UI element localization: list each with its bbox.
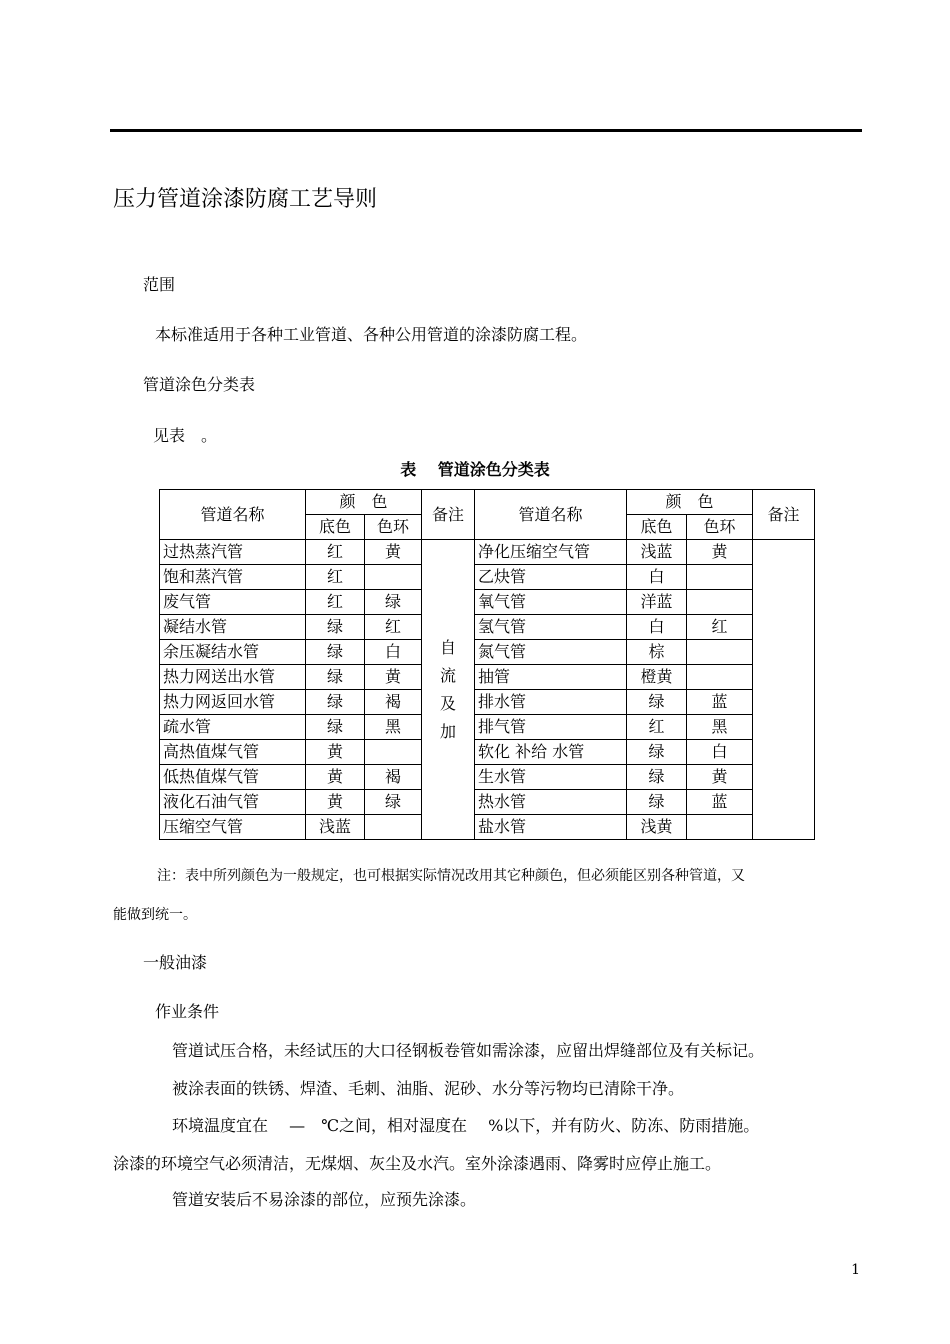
table-row	[160, 615, 815, 640]
ring-color-right	[687, 665, 753, 690]
header-ring-left: 色环	[365, 515, 422, 540]
remark-char: 及	[440, 693, 457, 713]
ring-color-left	[365, 740, 422, 765]
table-row	[160, 790, 815, 815]
pipe-name-left: 低热值煤气管	[160, 765, 306, 790]
section-heading-color-table: 管道涂色分类表	[143, 375, 256, 394]
base-color-left: 绿	[306, 665, 365, 690]
table-row	[160, 815, 815, 840]
header-remark-right: 备注	[753, 490, 815, 540]
pipe-name-right: 排气管	[475, 715, 627, 740]
pipe-name-left: 饱和蒸汽管	[160, 565, 306, 590]
pipe-name-right: 氢气管	[475, 615, 627, 640]
base-color-left: 红	[306, 590, 365, 615]
see-table-text: 见表 。	[153, 426, 218, 445]
pipe-color-table	[159, 489, 815, 840]
pipe-name-right: 生水管	[475, 765, 627, 790]
base-color-right: 绿	[627, 765, 687, 790]
pipe-name-left: 热力网返回水管	[160, 690, 306, 715]
pipe-name-left: 余压凝结水管	[160, 640, 306, 665]
header-base-right: 底色	[627, 515, 687, 540]
base-color-right: 红	[627, 715, 687, 740]
document-title: 压力管道涂漆防腐工艺导则	[113, 187, 378, 212]
base-color-left: 浅蓝	[306, 815, 365, 840]
base-color-left: 黄	[306, 740, 365, 765]
ring-color-left: 褐	[365, 765, 422, 790]
table-caption	[0, 457, 950, 480]
page-number: 1	[851, 1262, 860, 1278]
pipe-name-right: 抽管	[475, 665, 627, 690]
header-color-right: 颜 色	[627, 490, 753, 515]
table-header-row	[160, 490, 815, 515]
paragraph-3-line2: 涂漆的环境空气必须清洁，无煤烟、灰尘及水汽。室外涂漆遇雨、降雾时应停止施工。	[113, 1154, 722, 1173]
pipe-name-right: 氧气管	[475, 590, 627, 615]
remark-char: 自	[440, 637, 457, 657]
base-color-left: 绿	[306, 640, 365, 665]
table-note-line1: 注：表中所列颜色为一般规定，也可根据实际情况改用其它种颜色，但必须能区别各种管道，又	[157, 868, 745, 884]
ring-color-right	[687, 565, 753, 590]
ring-color-right: 红	[687, 615, 753, 640]
base-color-right: 白	[627, 615, 687, 640]
base-color-left: 绿	[306, 615, 365, 640]
header-color-left: 颜 色	[306, 490, 422, 515]
ring-color-left: 黑	[365, 715, 422, 740]
header-ring-right: 色环	[687, 515, 753, 540]
header-name-right: 管道名称	[475, 490, 627, 540]
ring-color-left: 黄	[365, 540, 422, 565]
paragraph-2: 被涂表面的铁锈、焊渣、毛刺、油脂、泥砂、水分等污物均已清除干净。	[172, 1079, 685, 1098]
ring-color-left: 黄	[365, 665, 422, 690]
table-row	[160, 565, 815, 590]
base-color-left: 绿	[306, 715, 365, 740]
base-color-right: 绿	[627, 690, 687, 715]
remark-right-merged	[753, 540, 815, 840]
pipe-name-right: 氮气管	[475, 640, 627, 665]
pipe-name-right: 软化 补给 水管	[475, 740, 627, 765]
base-color-right: 棕	[627, 640, 687, 665]
ring-color-right: 黄	[687, 540, 753, 565]
base-color-right: 橙黄	[627, 665, 687, 690]
paragraph-4: 管道安装后不易涂漆的部位，应预先涂漆。	[172, 1190, 477, 1209]
base-color-left: 绿	[306, 690, 365, 715]
paragraph-1: 管道试压合格，未经试压的大口径钢板卷管如需涂漆，应留出焊缝部位及有关标记。	[172, 1041, 765, 1060]
pipe-name-right: 乙炔管	[475, 565, 627, 590]
pipe-name-left: 压缩空气管	[160, 815, 306, 840]
table-row	[160, 665, 815, 690]
pipe-name-right: 净化压缩空气管	[475, 540, 627, 565]
paragraph-3-line1: 环境温度宜在 — ℃之间，相对湿度在 %以下，并有防火、防冻、防雨措施。	[172, 1116, 760, 1135]
pipe-name-right: 热水管	[475, 790, 627, 815]
pipe-name-right: 盐水管	[475, 815, 627, 840]
table-row	[160, 740, 815, 765]
ring-color-left: 红	[365, 615, 422, 640]
remark-char: 流	[440, 665, 457, 685]
ring-color-left	[365, 565, 422, 590]
ring-color-left: 绿	[365, 790, 422, 815]
ring-color-right: 蓝	[687, 790, 753, 815]
ring-color-right	[687, 590, 753, 615]
header-rule	[110, 129, 862, 132]
base-color-right: 绿	[627, 740, 687, 765]
base-color-left: 黄	[306, 765, 365, 790]
section-heading-scope: 范围	[143, 275, 176, 294]
ring-color-right	[687, 815, 753, 840]
base-color-right: 浅黄	[627, 815, 687, 840]
scope-paragraph: 本标准适用于各种工业管道、各种公用管道的涂漆防腐工程。	[155, 325, 588, 344]
pipe-name-left: 疏水管	[160, 715, 306, 740]
base-color-right: 洋蓝	[627, 590, 687, 615]
ring-color-right: 黑	[687, 715, 753, 740]
pipe-name-right: 排水管	[475, 690, 627, 715]
subheading-conditions: 作业条件	[155, 1002, 220, 1021]
table-row	[160, 690, 815, 715]
table-row	[160, 715, 815, 740]
table-row	[160, 540, 815, 565]
pipe-name-left: 液化石油气管	[160, 790, 306, 815]
ring-color-left	[365, 815, 422, 840]
base-color-right: 绿	[627, 790, 687, 815]
remark-char: 加	[440, 721, 457, 741]
pipe-name-left: 废气管	[160, 590, 306, 615]
pipe-name-left: 过热蒸汽管	[160, 540, 306, 565]
remark-left-merged	[422, 540, 475, 840]
ring-color-right	[687, 640, 753, 665]
base-color-left: 红	[306, 565, 365, 590]
ring-color-left: 褐	[365, 690, 422, 715]
header-base-left: 底色	[306, 515, 365, 540]
table-row	[160, 640, 815, 665]
ring-color-left: 绿	[365, 590, 422, 615]
pipe-name-left: 热力网送出水管	[160, 665, 306, 690]
section-heading-paint: 一般油漆	[143, 953, 208, 972]
ring-color-right: 白	[687, 740, 753, 765]
table-caption-prefix: 表	[400, 460, 417, 479]
base-color-left: 红	[306, 540, 365, 565]
pipe-name-left: 凝结水管	[160, 615, 306, 640]
ring-color-right: 蓝	[687, 690, 753, 715]
ring-color-right: 黄	[687, 765, 753, 790]
ring-color-left: 白	[365, 640, 422, 665]
header-remark-left: 备注	[422, 490, 475, 540]
base-color-left: 黄	[306, 790, 365, 815]
table-row	[160, 765, 815, 790]
table-row	[160, 590, 815, 615]
table-note-line2: 能做到统一。	[113, 907, 197, 923]
table-caption-text: 管道涂色分类表	[437, 460, 550, 479]
base-color-right: 浅蓝	[627, 540, 687, 565]
base-color-right: 白	[627, 565, 687, 590]
pipe-name-left: 高热值煤气管	[160, 740, 306, 765]
header-name-left: 管道名称	[160, 490, 306, 540]
